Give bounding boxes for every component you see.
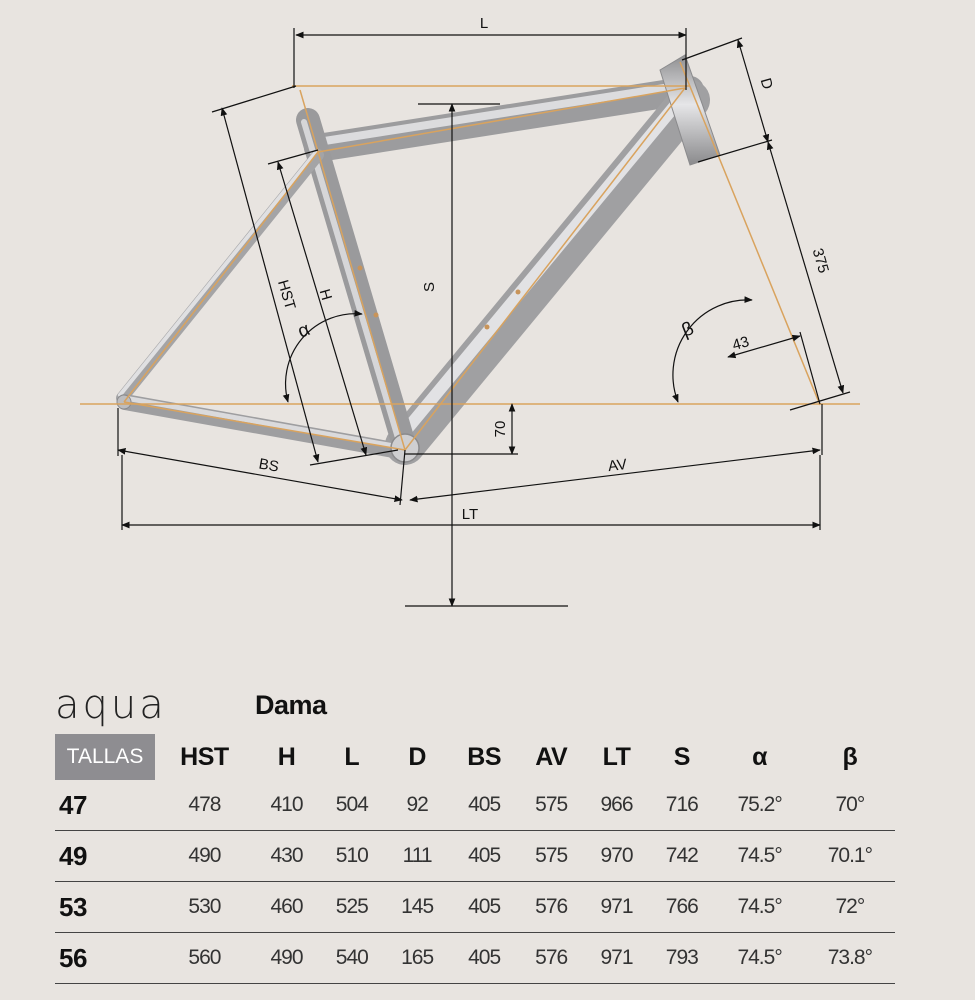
value-cell: 430 xyxy=(254,831,319,882)
value-cell: 460 xyxy=(254,882,319,933)
bottle-boss xyxy=(358,266,363,271)
value-cell: 971 xyxy=(584,882,649,933)
value-cell: 966 xyxy=(584,780,649,831)
label-av: AV xyxy=(607,455,628,476)
bike-frame xyxy=(117,55,720,462)
label-beta: β xyxy=(678,318,697,342)
ext-43-right xyxy=(800,332,820,404)
value-cell: 405 xyxy=(450,780,519,831)
value-cell: 73.8° xyxy=(805,933,895,984)
header-alpha: α xyxy=(752,742,768,771)
label-bs: BS xyxy=(257,455,281,476)
seat-stay-highlight xyxy=(120,152,316,395)
header-d: D xyxy=(408,742,426,771)
value-cell: 478 xyxy=(155,780,254,831)
value-cell: 74.5° xyxy=(714,882,804,933)
chain-stay-highlight xyxy=(125,398,405,448)
label-h: H xyxy=(315,287,335,303)
value-cell: 576 xyxy=(519,882,584,933)
header-bs: BS xyxy=(467,742,502,771)
value-cell: 766 xyxy=(649,882,714,933)
value-cell: 92 xyxy=(384,780,449,831)
seat-stay-axis xyxy=(124,152,318,402)
ext-hst-bottom xyxy=(310,450,398,465)
label-s: S xyxy=(421,281,438,293)
size-cell: 47 xyxy=(55,780,155,831)
seat-tube-highlight xyxy=(304,122,401,448)
bottle-boss xyxy=(485,325,490,330)
value-cell: 405 xyxy=(450,933,519,984)
value-cell: 970 xyxy=(584,831,649,882)
bottle-boss xyxy=(516,290,521,295)
steering-axis xyxy=(680,62,820,405)
value-cell: 145 xyxy=(384,882,449,933)
value-cell: 74.5° xyxy=(714,831,804,882)
value-cell: 410 xyxy=(254,780,319,831)
down-tube-axis xyxy=(405,88,685,450)
header-tallas: TALLAS xyxy=(55,734,155,780)
value-cell: 575 xyxy=(519,780,584,831)
header-s: S xyxy=(673,742,690,771)
value-cell: 530 xyxy=(155,882,254,933)
label-hst: HST xyxy=(274,277,299,312)
model-title-row xyxy=(55,682,655,728)
brand-logo: aqua xyxy=(55,682,167,728)
value-cell: 165 xyxy=(384,933,449,984)
value-cell: 70° xyxy=(805,780,895,831)
value-cell: 111 xyxy=(384,831,449,882)
table-row xyxy=(55,831,895,882)
dim-hst xyxy=(222,108,318,462)
value-cell: 504 xyxy=(319,780,384,831)
value-cell: 490 xyxy=(155,831,254,882)
header-av: AV xyxy=(535,742,568,771)
ext-hst-top xyxy=(212,86,296,112)
value-cell: 74.5° xyxy=(714,933,804,984)
size-cell: 49 xyxy=(55,831,155,882)
table-header-row xyxy=(55,734,895,780)
header-beta: β xyxy=(842,742,858,771)
header-hst: HST xyxy=(180,742,229,771)
bottle-boss xyxy=(374,313,379,318)
ext-375-bottom xyxy=(790,392,850,410)
down-tube-highlight xyxy=(398,96,683,440)
label-d: D xyxy=(756,76,776,92)
table-row xyxy=(55,780,895,831)
geometry-table xyxy=(55,734,895,984)
value-cell: 575 xyxy=(519,831,584,882)
dim-d xyxy=(738,40,768,142)
value-cell: 560 xyxy=(155,933,254,984)
value-cell: 405 xyxy=(450,831,519,882)
label-lt: LT xyxy=(461,506,479,523)
label-70: 70 xyxy=(492,420,509,438)
value-cell: 742 xyxy=(649,831,714,882)
value-cell: 576 xyxy=(519,933,584,984)
top-tube-highlight xyxy=(318,84,690,142)
value-cell: 75.2° xyxy=(714,780,804,831)
value-cell: 490 xyxy=(254,933,319,984)
value-cell: 540 xyxy=(319,933,384,984)
value-cell: 525 xyxy=(319,882,384,933)
size-cell: 56 xyxy=(55,933,155,984)
label-l: L xyxy=(479,15,489,32)
down-tube xyxy=(405,100,690,445)
table-row xyxy=(55,933,895,984)
table-row xyxy=(55,882,895,933)
header-h: H xyxy=(277,742,296,771)
value-cell: 716 xyxy=(649,780,714,831)
value-cell: 405 xyxy=(450,882,519,933)
label-43: 43 xyxy=(730,333,752,355)
size-cell: 53 xyxy=(55,882,155,933)
header-l: L xyxy=(344,742,360,771)
value-cell: 70.1° xyxy=(805,831,895,882)
label-375: 375 xyxy=(808,246,832,276)
ext-d-top xyxy=(682,38,742,60)
label-alpha: α xyxy=(294,319,313,343)
value-cell: 72° xyxy=(805,882,895,933)
model-subtitle: Dama xyxy=(255,690,327,720)
value-cell: 971 xyxy=(584,933,649,984)
value-cell: 793 xyxy=(649,933,714,984)
value-cell: 510 xyxy=(319,831,384,882)
header-lt: LT xyxy=(602,742,631,771)
